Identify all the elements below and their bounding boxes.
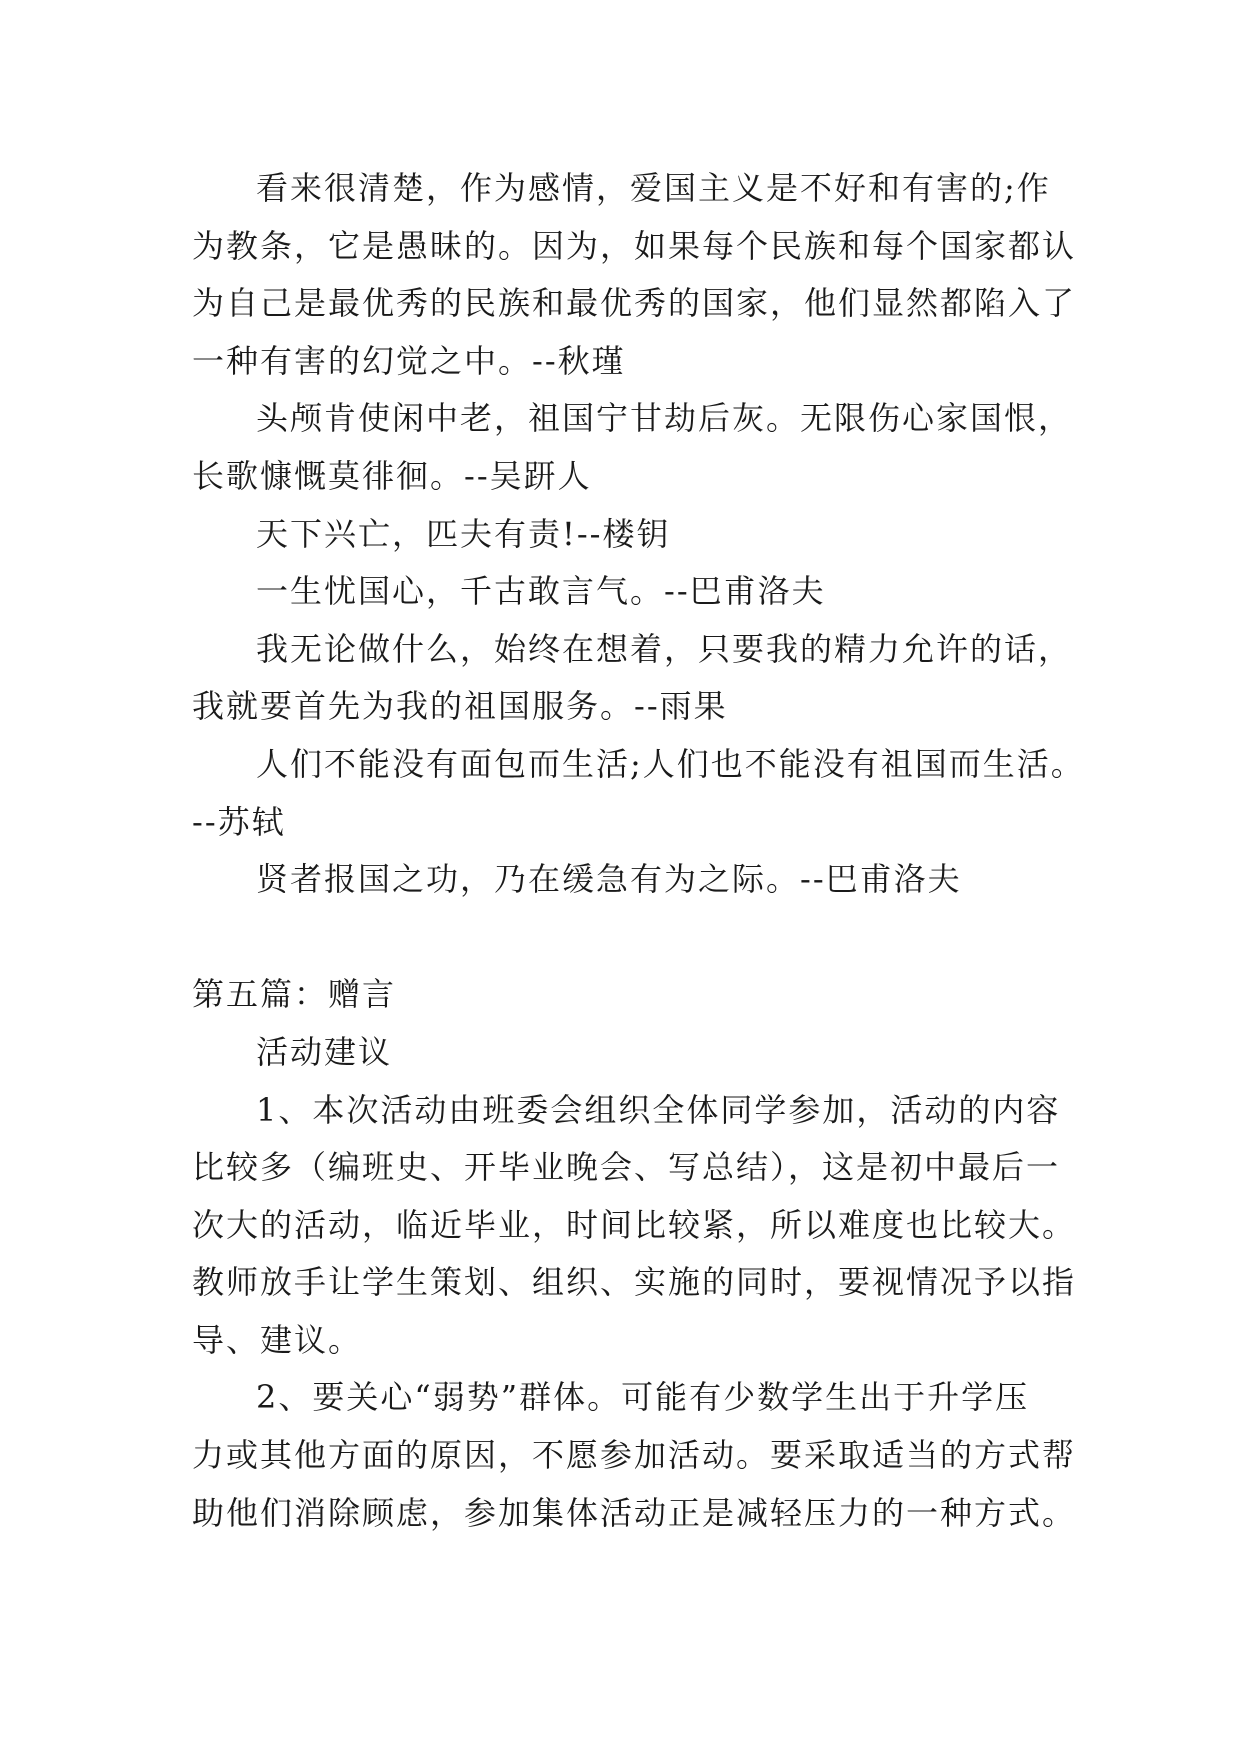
quote-paragraph: [192, 506, 1072, 564]
text-line: 长歌慷慨莫徘徊。--吴趼人: [192, 456, 592, 495]
text-line: 天下兴亡，匹夫有责!--楼钥: [256, 514, 671, 553]
text-line: 人们不能没有面包而生活;人们也不能没有祖国而生活。: [256, 744, 1085, 783]
text-line: 头颅肯使闲中老，祖国宁甘劫后灰。无限伤心家国恨，: [256, 399, 1073, 438]
text-line: 一种有害的幻觉之中。--秋瑾: [192, 341, 626, 380]
section-heading-text: 第五篇：赠言: [192, 975, 397, 1014]
section-heading: [192, 966, 1072, 1024]
text-line: 比较多（编班史、开毕业晚会、写总结），这是初中最后一: [192, 1148, 1061, 1187]
section-paragraph: [192, 1369, 1077, 1542]
text-line: 一生忧国心，千古敢言气。--巴甫洛夫: [256, 572, 826, 611]
quote-paragraph: [192, 736, 1085, 851]
quote-paragraph: [192, 563, 1072, 621]
text-line: 活动建议: [256, 1032, 393, 1071]
quote-paragraph: [192, 390, 1072, 505]
section-paragraph: [192, 1024, 1072, 1082]
text-line: 次大的活动，临近毕业，时间比较紧，所以难度也比较大。: [192, 1205, 1077, 1244]
text-line: 1、本次活动由班委会组织全体同学参加，活动的内容: [256, 1090, 1061, 1129]
section-paragraph: [192, 1082, 1077, 1370]
text-line: 2、要关心“弱势”群体。可能有少数学生出于升学压: [256, 1378, 1030, 1417]
text-line: 力或其他方面的原因，不愿参加活动。要采取适当的方式帮: [192, 1436, 1077, 1475]
text-line: 看来很清楚，作为感情，爱国主义是不好和有害的;作: [256, 169, 1051, 207]
text-line: 导、建议。: [192, 1320, 363, 1359]
quote-paragraph: [192, 851, 1072, 909]
text-line: 贤者报国之功，乃在缓急有为之际。--巴甫洛夫: [256, 860, 962, 899]
text-line: 教师放手让学生策划、组织、实施的同时，要视情况予以指: [192, 1263, 1077, 1302]
text-line: --苏轼: [192, 802, 286, 841]
quote-paragraph: [192, 621, 1072, 736]
document-page: [192, 160, 1085, 1542]
text-line: 助他们消除顾虑，参加集体活动正是减轻压力的一种方式。: [192, 1493, 1077, 1532]
text-line: 我就要首先为我的祖国服务。--雨果: [192, 687, 728, 726]
text-line: 为自己是最优秀的民族和最优秀的国家，他们显然都陷入了: [192, 284, 1077, 323]
text-line: 我无论做什么，始终在想着，只要我的精力允许的话，: [256, 629, 1073, 668]
quote-paragraph: [192, 160, 1077, 390]
text-line: 为教条，它是愚昧的。因为，如果每个民族和每个国家都认: [192, 226, 1077, 265]
